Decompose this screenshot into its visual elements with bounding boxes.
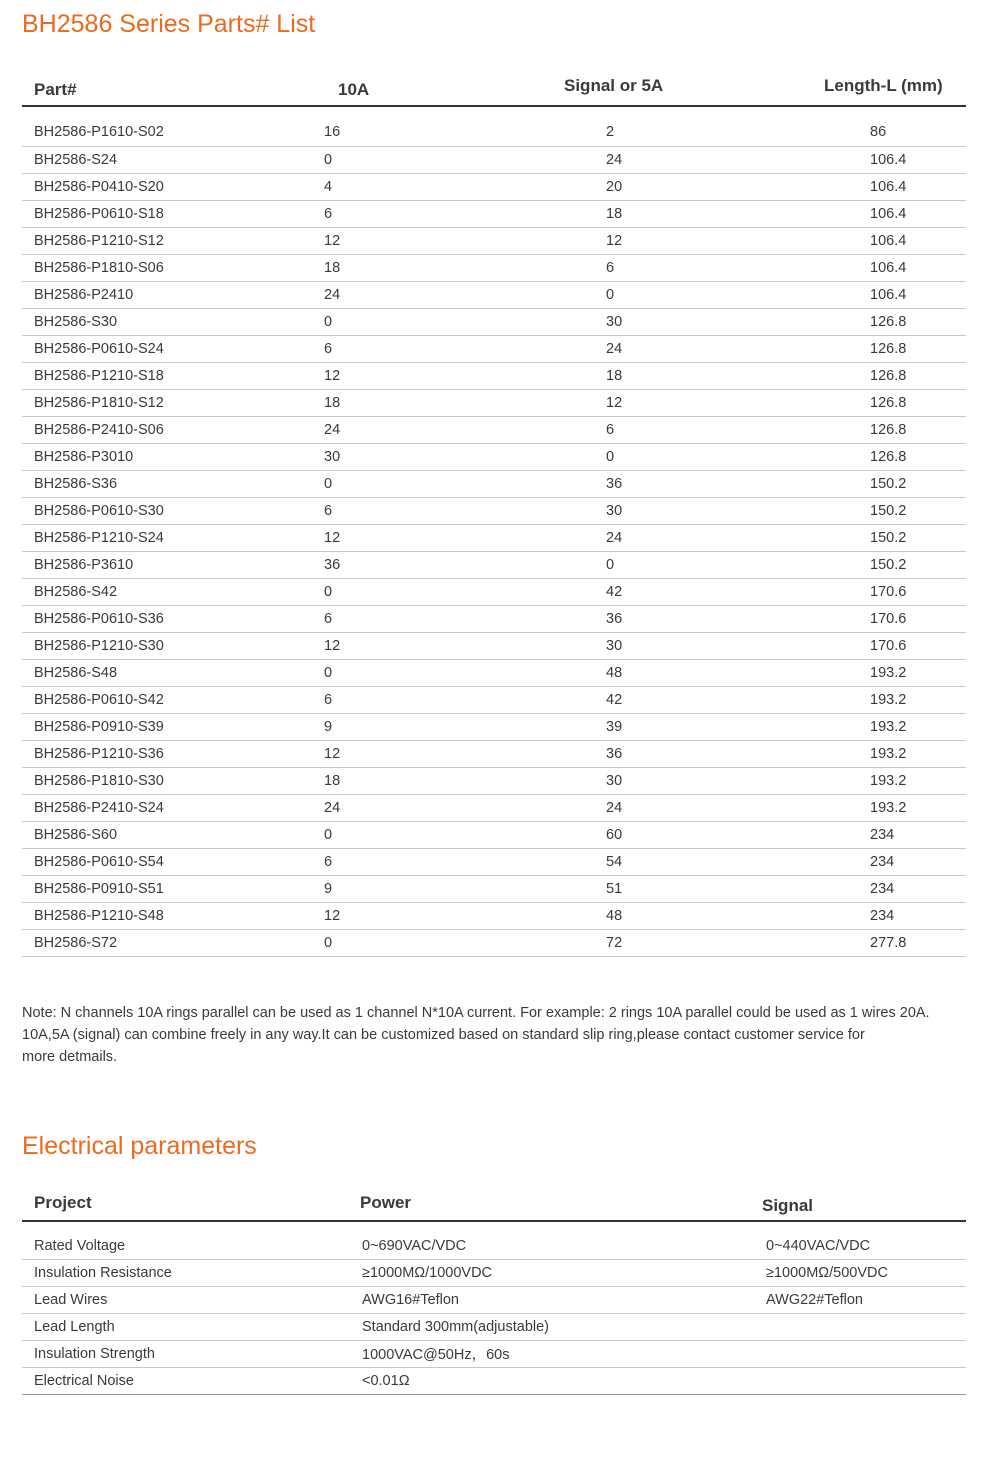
current-10a-cell: 0 [324, 826, 333, 843]
length-cell: 126.8 [870, 340, 907, 357]
signal-cell: ≥1000MΩ/500VDC [766, 1264, 888, 1281]
signal-5a-cell: 6 [606, 259, 615, 276]
signal-5a-cell: 24 [606, 799, 623, 816]
length-cell: 193.2 [870, 718, 907, 735]
length-cell: 86 [870, 124, 887, 141]
project-cell: Rated Voltage [34, 1238, 126, 1255]
current-10a-cell: 12 [324, 637, 341, 654]
signal-5a-cell: 48 [606, 907, 623, 924]
signal-5a-cell: 30 [606, 637, 623, 654]
signal-5a-cell: 60 [606, 826, 623, 843]
length-cell: 170.6 [870, 637, 907, 654]
length-cell: 106.4 [870, 151, 907, 168]
electrical-header-row [22, 1190, 966, 1221]
table-row [22, 389, 966, 416]
signal-5a-cell: 18 [606, 205, 623, 222]
note-line: more detmails. [22, 1049, 118, 1065]
current-10a-cell: 16 [324, 124, 341, 141]
length-cell: 126.8 [870, 448, 907, 465]
length-cell: 106.4 [870, 178, 907, 195]
part-number-cell: BH2586-S36 [34, 475, 118, 492]
table-row [22, 686, 966, 713]
table-row [22, 362, 966, 389]
current-10a-cell: 9 [324, 880, 333, 897]
table-row [22, 106, 966, 146]
part-number-cell: BH2586-P1210-S48 [34, 907, 164, 924]
table-row [22, 767, 966, 794]
current-10a-cell: 6 [324, 853, 333, 870]
table-row [22, 200, 966, 227]
part-number-cell: BH2586-S24 [34, 151, 118, 168]
table-row [22, 578, 966, 605]
part-number-cell: BH2586-P0410-S20 [34, 178, 164, 195]
header-signal: Signal [762, 1196, 814, 1215]
length-cell: 193.2 [870, 691, 907, 708]
table-row [22, 848, 966, 875]
header-project: Project [34, 1193, 92, 1212]
table-row [22, 929, 966, 956]
part-number-cell: BH2586-P1810-S12 [34, 394, 164, 411]
length-cell: 126.8 [870, 421, 907, 438]
current-10a-cell: 12 [324, 529, 341, 546]
header-signal-5a: Signal or 5A [564, 75, 664, 95]
header-power: Power [360, 1193, 412, 1212]
table-row [22, 794, 966, 821]
table-row [22, 902, 966, 929]
signal-5a-cell: 12 [606, 394, 623, 411]
signal-5a-cell: 51 [606, 880, 623, 897]
part-number-cell: BH2586-S60 [34, 826, 118, 843]
table-row [22, 335, 966, 362]
part-number-cell: BH2586-S30 [34, 313, 118, 330]
current-10a-cell: 6 [324, 610, 333, 627]
part-number-cell: BH2586-P1210-S36 [34, 745, 164, 762]
power-cell: 1000VAC@50Hz，60s [362, 1347, 510, 1363]
length-cell: 106.4 [870, 205, 907, 222]
part-number-cell: BH2586-P0610-S54 [34, 853, 164, 870]
table-row [22, 470, 966, 497]
signal-cell [750, 1367, 966, 1394]
part-number-cell: BH2586-P3010 [34, 448, 134, 465]
header-10a: 10A [338, 80, 370, 99]
signal-5a-cell: 24 [606, 151, 623, 168]
table-row [22, 254, 966, 281]
signal-5a-cell: 2 [606, 124, 615, 141]
current-10a-cell: 0 [324, 151, 333, 168]
length-cell: 193.2 [870, 799, 907, 816]
parts-list-table [22, 70, 966, 957]
signal-5a-cell: 18 [606, 367, 623, 384]
part-number-cell: BH2586-S42 [34, 583, 118, 600]
length-cell: 106.4 [870, 286, 907, 303]
current-10a-cell: 0 [324, 934, 333, 951]
signal-cell [750, 1340, 966, 1367]
current-10a-cell: 6 [324, 205, 333, 222]
power-cell: Standard 300mm(adjustable) [362, 1318, 549, 1335]
current-10a-cell: 12 [324, 232, 341, 249]
signal-5a-cell: 0 [606, 448, 615, 465]
table-row [22, 173, 966, 200]
note-line: Note: N channels 10A rings parallel can be used as 1 channel N*10A current. For example: 2 rings 10A parallel could be used as 1 wires 20A. [22, 1005, 930, 1021]
signal-5a-cell: 39 [606, 718, 623, 735]
part-number-cell: BH2586-P0610-S30 [34, 502, 164, 519]
table-row [22, 1259, 966, 1286]
part-number-cell: BH2586-P1210-S30 [34, 637, 164, 654]
length-cell: 234 [870, 853, 895, 870]
signal-5a-cell: 36 [606, 610, 623, 627]
signal-5a-cell: 42 [606, 583, 623, 600]
power-cell: <0.01Ω [362, 1372, 410, 1389]
length-cell: 126.8 [870, 367, 907, 384]
current-10a-cell: 24 [324, 286, 341, 303]
table-row [22, 1340, 966, 1367]
table-row [22, 632, 966, 659]
power-cell: ≥1000MΩ/1000VDC [362, 1264, 493, 1281]
table-row [22, 281, 966, 308]
signal-5a-cell: 6 [606, 421, 615, 438]
table-row [22, 821, 966, 848]
table-row [22, 1286, 966, 1313]
current-10a-cell: 9 [324, 718, 333, 735]
current-10a-cell: 6 [324, 340, 333, 357]
part-number-cell: BH2586-P2410 [34, 286, 134, 303]
part-number-cell: BH2586-P2410-S24 [34, 799, 164, 816]
signal-5a-cell: 30 [606, 502, 623, 519]
length-cell: 193.2 [870, 745, 907, 762]
current-10a-cell: 4 [324, 178, 333, 195]
current-10a-cell: 0 [324, 475, 333, 492]
table-row [22, 659, 966, 686]
current-10a-cell: 12 [324, 745, 341, 762]
signal-cell: 0~440VAC/VDC [766, 1238, 871, 1255]
length-cell: 234 [870, 826, 895, 843]
signal-5a-cell: 48 [606, 664, 623, 681]
current-10a-cell: 6 [324, 502, 333, 519]
table-row [22, 1221, 966, 1259]
current-10a-cell: 0 [324, 313, 333, 330]
length-cell: 234 [870, 880, 895, 897]
part-number-cell: BH2586-P1610-S02 [34, 124, 164, 141]
table-row [22, 875, 966, 902]
table-row [22, 308, 966, 335]
part-number-cell: BH2586-P1810-S30 [34, 772, 164, 789]
electrical-parameters-table [22, 1190, 966, 1395]
signal-5a-cell: 24 [606, 340, 623, 357]
part-number-cell: BH2586-S48 [34, 664, 118, 681]
length-cell: 106.4 [870, 259, 907, 276]
part-number-cell: BH2586-P0910-S51 [34, 880, 164, 897]
signal-5a-cell: 24 [606, 529, 623, 546]
part-number-cell: BH2586-P1210-S24 [34, 529, 164, 546]
length-cell: 106.4 [870, 232, 907, 249]
length-cell: 126.8 [870, 394, 907, 411]
part-number-cell: BH2586-P0610-S18 [34, 205, 164, 222]
project-cell: Lead Length [34, 1318, 115, 1335]
length-cell: 150.2 [870, 502, 907, 519]
signal-5a-cell: 30 [606, 313, 623, 330]
table-row [22, 227, 966, 254]
signal-5a-cell: 0 [606, 556, 615, 573]
signal-5a-cell: 0 [606, 286, 615, 303]
parts-header-row [22, 70, 966, 106]
signal-cell: AWG22#Teflon [766, 1291, 863, 1308]
table-row [22, 524, 966, 551]
table-row [22, 1367, 966, 1394]
table-row [22, 713, 966, 740]
project-cell: Insulation Resistance [34, 1264, 172, 1281]
signal-5a-cell: 30 [606, 772, 623, 789]
part-number-cell: BH2586-P0610-S42 [34, 691, 164, 708]
part-number-cell: BH2586-P1210-S12 [34, 232, 164, 249]
part-number-cell: BH2586-P3610 [34, 556, 134, 573]
length-cell: 193.2 [870, 664, 907, 681]
project-cell: Insulation Strength [34, 1345, 155, 1362]
length-cell: 150.2 [870, 556, 907, 573]
current-10a-cell: 18 [324, 772, 341, 789]
current-10a-cell: 0 [324, 664, 333, 681]
project-cell: Lead Wires [34, 1291, 108, 1308]
length-cell: 170.6 [870, 610, 907, 627]
signal-5a-cell: 20 [606, 178, 623, 195]
current-10a-cell: 30 [324, 448, 341, 465]
length-cell: 277.8 [870, 934, 907, 951]
current-10a-cell: 18 [324, 259, 341, 276]
table-row [22, 605, 966, 632]
part-number-cell: BH2586-P0910-S39 [34, 718, 164, 735]
length-cell: 150.2 [870, 529, 907, 546]
current-10a-cell: 6 [324, 691, 333, 708]
length-cell: 193.2 [870, 772, 907, 789]
table-row [22, 443, 966, 470]
current-10a-cell: 36 [324, 556, 341, 573]
table-row [22, 551, 966, 578]
power-cell: 0~690VAC/VDC [362, 1238, 467, 1255]
table-row [22, 416, 966, 443]
current-10a-cell: 24 [324, 421, 341, 438]
signal-5a-cell: 72 [606, 934, 623, 951]
current-10a-cell: 18 [324, 394, 341, 411]
signal-5a-cell: 42 [606, 691, 623, 708]
current-10a-cell: 24 [324, 799, 341, 816]
part-number-cell: BH2586-P1810-S06 [34, 259, 164, 276]
signal-5a-cell: 36 [606, 745, 623, 762]
current-10a-cell: 12 [324, 367, 341, 384]
project-cell: Electrical Noise [34, 1372, 134, 1389]
part-number-cell: BH2586-P1210-S18 [34, 367, 164, 384]
parts-note [22, 1002, 962, 1068]
signal-5a-cell: 36 [606, 475, 623, 492]
length-cell: 170.6 [870, 583, 907, 600]
electrical-parameters-title: Electrical parameters [22, 1132, 257, 1160]
current-10a-cell: 12 [324, 907, 341, 924]
signal-cell [750, 1313, 966, 1340]
part-number-cell: BH2586-S72 [34, 934, 118, 951]
note-line: 10A,5A (signal) can combine freely in any way.It can be customized based on standard slip ring,please contact customer service for [22, 1027, 865, 1043]
signal-5a-cell: 12 [606, 232, 623, 249]
signal-5a-cell: 54 [606, 853, 623, 870]
header-part-number: Part# [34, 79, 77, 99]
table-row [22, 497, 966, 524]
length-cell: 234 [870, 907, 895, 924]
table-row [22, 740, 966, 767]
table-row [22, 1313, 966, 1340]
length-cell: 150.2 [870, 475, 907, 492]
length-cell: 126.8 [870, 313, 907, 330]
parts-list-title: BH2586 Series Parts# List [22, 10, 316, 38]
current-10a-cell: 0 [324, 583, 333, 600]
table-row [22, 146, 966, 173]
power-cell: AWG16#Teflon [362, 1291, 459, 1308]
part-number-cell: BH2586-P2410-S06 [34, 421, 164, 438]
header-length: Length-L (mm) [824, 75, 943, 95]
part-number-cell: BH2586-P0610-S24 [34, 340, 164, 357]
part-number-cell: BH2586-P0610-S36 [34, 610, 164, 627]
